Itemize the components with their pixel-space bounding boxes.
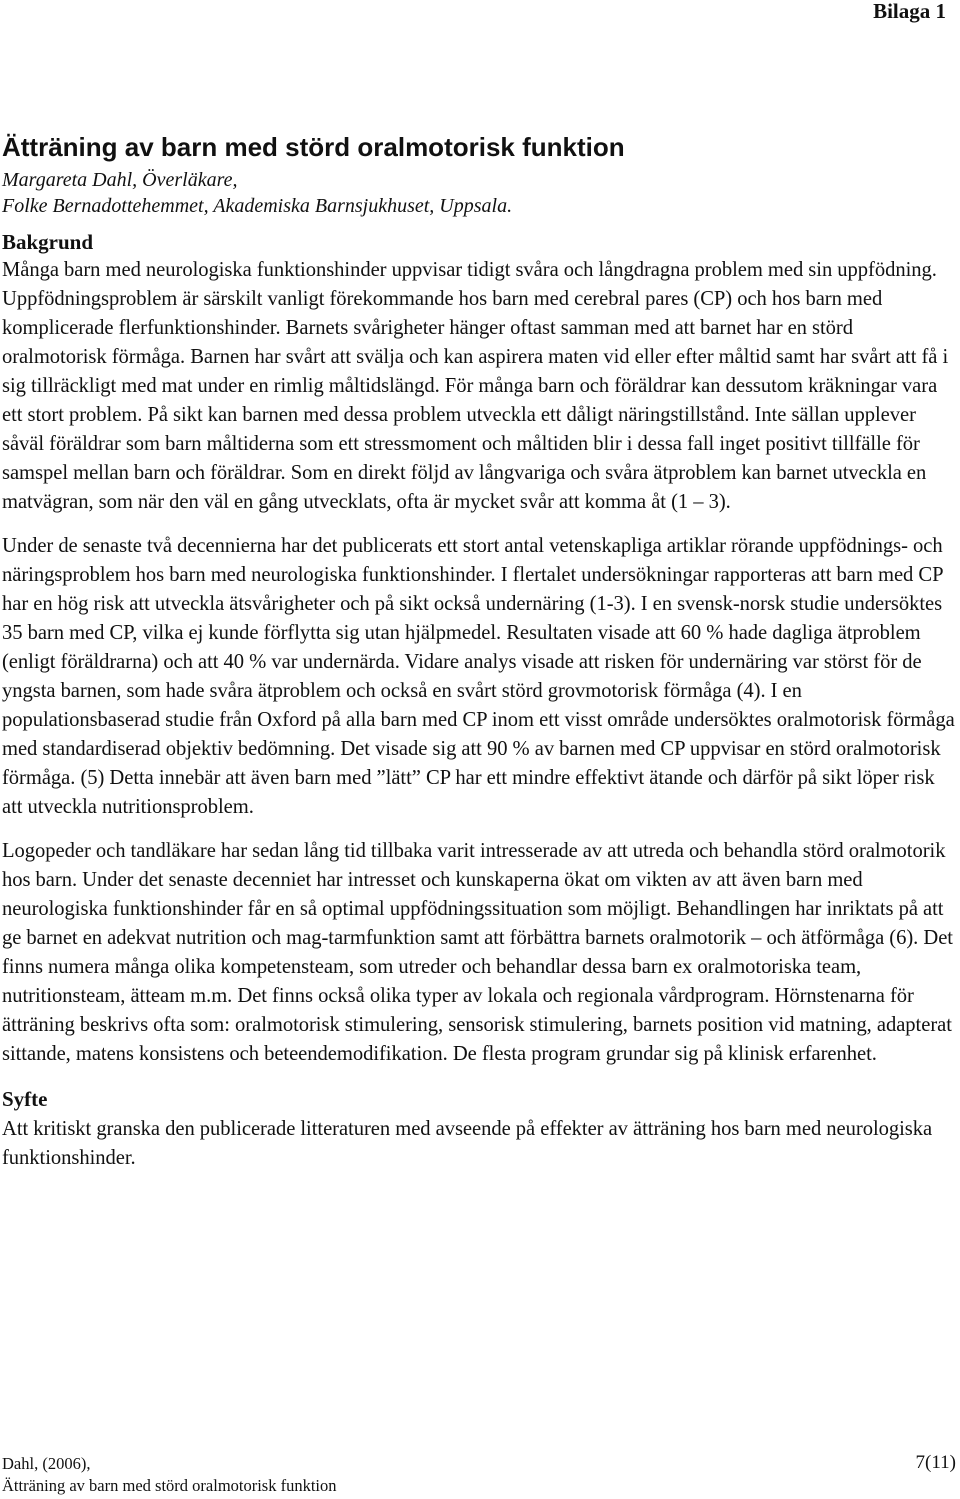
appendix-label: Bilaga 1 xyxy=(873,0,946,23)
page-number: 7(11) xyxy=(915,1452,956,1473)
footer-short-title: Ätträning av barn med störd oralmotorisk funktion xyxy=(2,1476,337,1495)
section-heading-bakgrund: Bakgrund xyxy=(2,230,94,254)
document-body xyxy=(2,127,956,1173)
author-affiliation: Folke Bernadottehemmet, Akademiska Barnsjukhuset, Uppsala. xyxy=(2,195,513,217)
paragraph-bakgrund-1: Många barn med neurologiska funktionshinder uppvisar tidigt svåra och långdragna problem med sin uppfödning. Uppfödningsproblem är särskilt vanligt förekommande hos barn med cerebral pares (CP) och hos barn med komplicerade flerfunktionshinder. Barnets svårigheter hänger oftast samman med att barnet har en störd oralmotorisk förmåga. Barnen har svårt att svälja och kan aspirera maten vid eller efter måltid samt har svårt att få i sig tillräckligt med mat under en rimlig måltidslängd. För många barn och föräldrar kan dessutom kräkningar vara ett stort problem. På sikt kan barnen med dessa problem utveckla ett dåligt näringstillstånd. Inte sällan upplever såväl föräldrar som barn måltiderna som ett stressmoment och måltiden blir i dessa fall inget positivt tillfälle för samspel mellan barn och föräldrar. Som en direkt följd av långvariga och svåra ätproblem kan barnet utveckla en matvägran, som när den väl en gång utvecklats, ofta är mycket svår att komma åt (1 – 3). xyxy=(2,259,949,513)
footer-citation: Dahl, (2006), xyxy=(2,1454,91,1473)
paragraph-bakgrund-3: Logopeder och tandläkare har sedan lång tid tillbaka varit intresserade av att utreda och behandla störd oralmotorik hos barn. Under det senaste decenniet har intresset och kunskaperna ökat om vikten av att även barn med neurologiska funktionshinder får en så optimal uppfödningssituation som möjligt. Behandlingen har inriktats på att ge barnet en adekvat nutrition och mag-tarmfunktion samt att förbättra barnets oralmotorik – och ätförmåga (6). Det finns numera många olika kompetensteam, som utreder och behandlar dessa barn ex oralmotoriska team, nutritionsteam, ätteam m.m. Det finns också olika typer av lokala och regionala vårdprogram. Hörnstenarna för ätträning beskrivs ofta som: oralmotorisk stimulering, sensorisk stimulering, barnets position vid matning, adapterat sittande, matens konsistens och beteendemodifikation. De flesta program grundar sig på klinisk erfarenhet. xyxy=(2,840,953,1065)
paragraph-syfte: Att kritiskt granska den publicerade litteraturen med avseende på effekter av ätträning hos barn med neurologiska funktionshinder. xyxy=(2,1118,933,1169)
author-name: Margareta Dahl, Överläkare, xyxy=(2,169,238,191)
document-title: Ätträning av barn med störd oralmotorisk funktion xyxy=(2,132,625,162)
paragraph-bakgrund-2: Under de senaste två decennierna har det publicerats ett stort antal vetenskapliga artiklar rörande uppfödnings- och näringsproblem hos barn med neurologiska funktionshinder. I flertalet undersökningar rapporteras att barn med CP har en hög risk att utveckla ätsvårigheter och på sikt också undernäring (1-3). I en svensk-norsk studie undersöktes 35 barn med CP, vilka ej kunde förflytta sig utan hjälpmedel. Resultaten visade att 60 % hade dagliga ätproblem (enligt föräldrarna) och att 40 % var undernärda. Vidare analys visade att risken för undernäring var störst för de yngsta barnen, som hade svåra ätproblem och också en svårt störd grovmotorisk förmåga (4). I en populationsbaserad studie från Oxford på alla barn med CP inom ett visst område undersöktes oralmotorisk förmåga med standardiserad objektiv bedömning. Det visade sig att 90 % av barnen med CP uppvisar en störd oralmotorisk förmåga. (5) Detta innebär att även barn med ”lätt” CP har ett mindre effektivt ätande och därför på sikt löper risk att utveckla nutritionsproblem. xyxy=(2,535,955,818)
footer-citation-block xyxy=(2,1453,337,1497)
section-heading-syfte: Syfte xyxy=(2,1087,48,1111)
